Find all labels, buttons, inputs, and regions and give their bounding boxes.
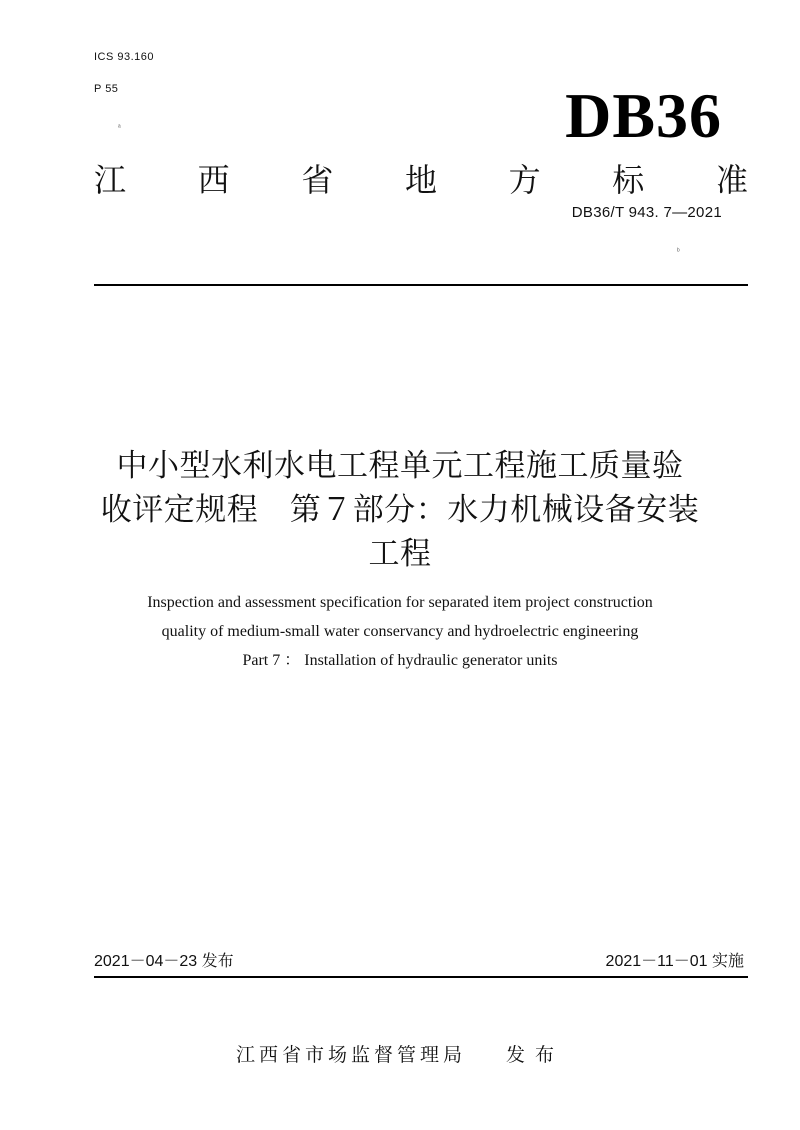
mark-right: ᵇ bbox=[677, 248, 680, 255]
ccs-code: P 55 bbox=[94, 83, 119, 95]
standard-type-char: 准 bbox=[715, 161, 748, 199]
title-cn-line-1: 中小型水利水电工程单元工程施工质量验 bbox=[116, 448, 684, 484]
publisher-action: 发布 bbox=[506, 1044, 565, 1066]
standard-type-char: 江 bbox=[94, 161, 127, 199]
title-en-line-2: quality of medium-small water conservancy and hydroelectric engineering bbox=[161, 623, 639, 640]
standard-number: DB36/T 943. 7—2021 bbox=[571, 204, 722, 221]
header-divider bbox=[94, 284, 748, 286]
title-cn-line-3: 工程 bbox=[368, 536, 432, 572]
issue-date: 2021－04－23 发布 bbox=[94, 953, 234, 970]
standard-type-char: 省 bbox=[301, 161, 334, 199]
title-cn-line-2: 收评定规程 第７部分：水力机械设备安装 bbox=[100, 492, 700, 528]
standard-type-char: 地 bbox=[404, 161, 437, 199]
standard-type-char: 标 bbox=[612, 161, 645, 199]
implement-date: 2021－11－01 实施 bbox=[605, 953, 744, 970]
standard-type bbox=[94, 161, 748, 199]
publisher bbox=[0, 1040, 800, 1067]
title-en-line-1: Inspection and assessment specification for separated item project construction bbox=[147, 594, 653, 611]
publisher-org: 江西省市场监督管理局 bbox=[235, 1044, 466, 1066]
db36-logo: DB36 bbox=[565, 80, 722, 151]
ics-code: ICS 93.160 bbox=[94, 51, 155, 63]
footer-divider bbox=[94, 976, 748, 978]
title-en-line-3: Part 7 ： Installation of hydraulic generator units bbox=[242, 652, 558, 669]
mark-left: ᵃ bbox=[118, 124, 121, 131]
standard-type-char: 西 bbox=[197, 161, 230, 199]
standard-type-char: 方 bbox=[508, 161, 541, 199]
